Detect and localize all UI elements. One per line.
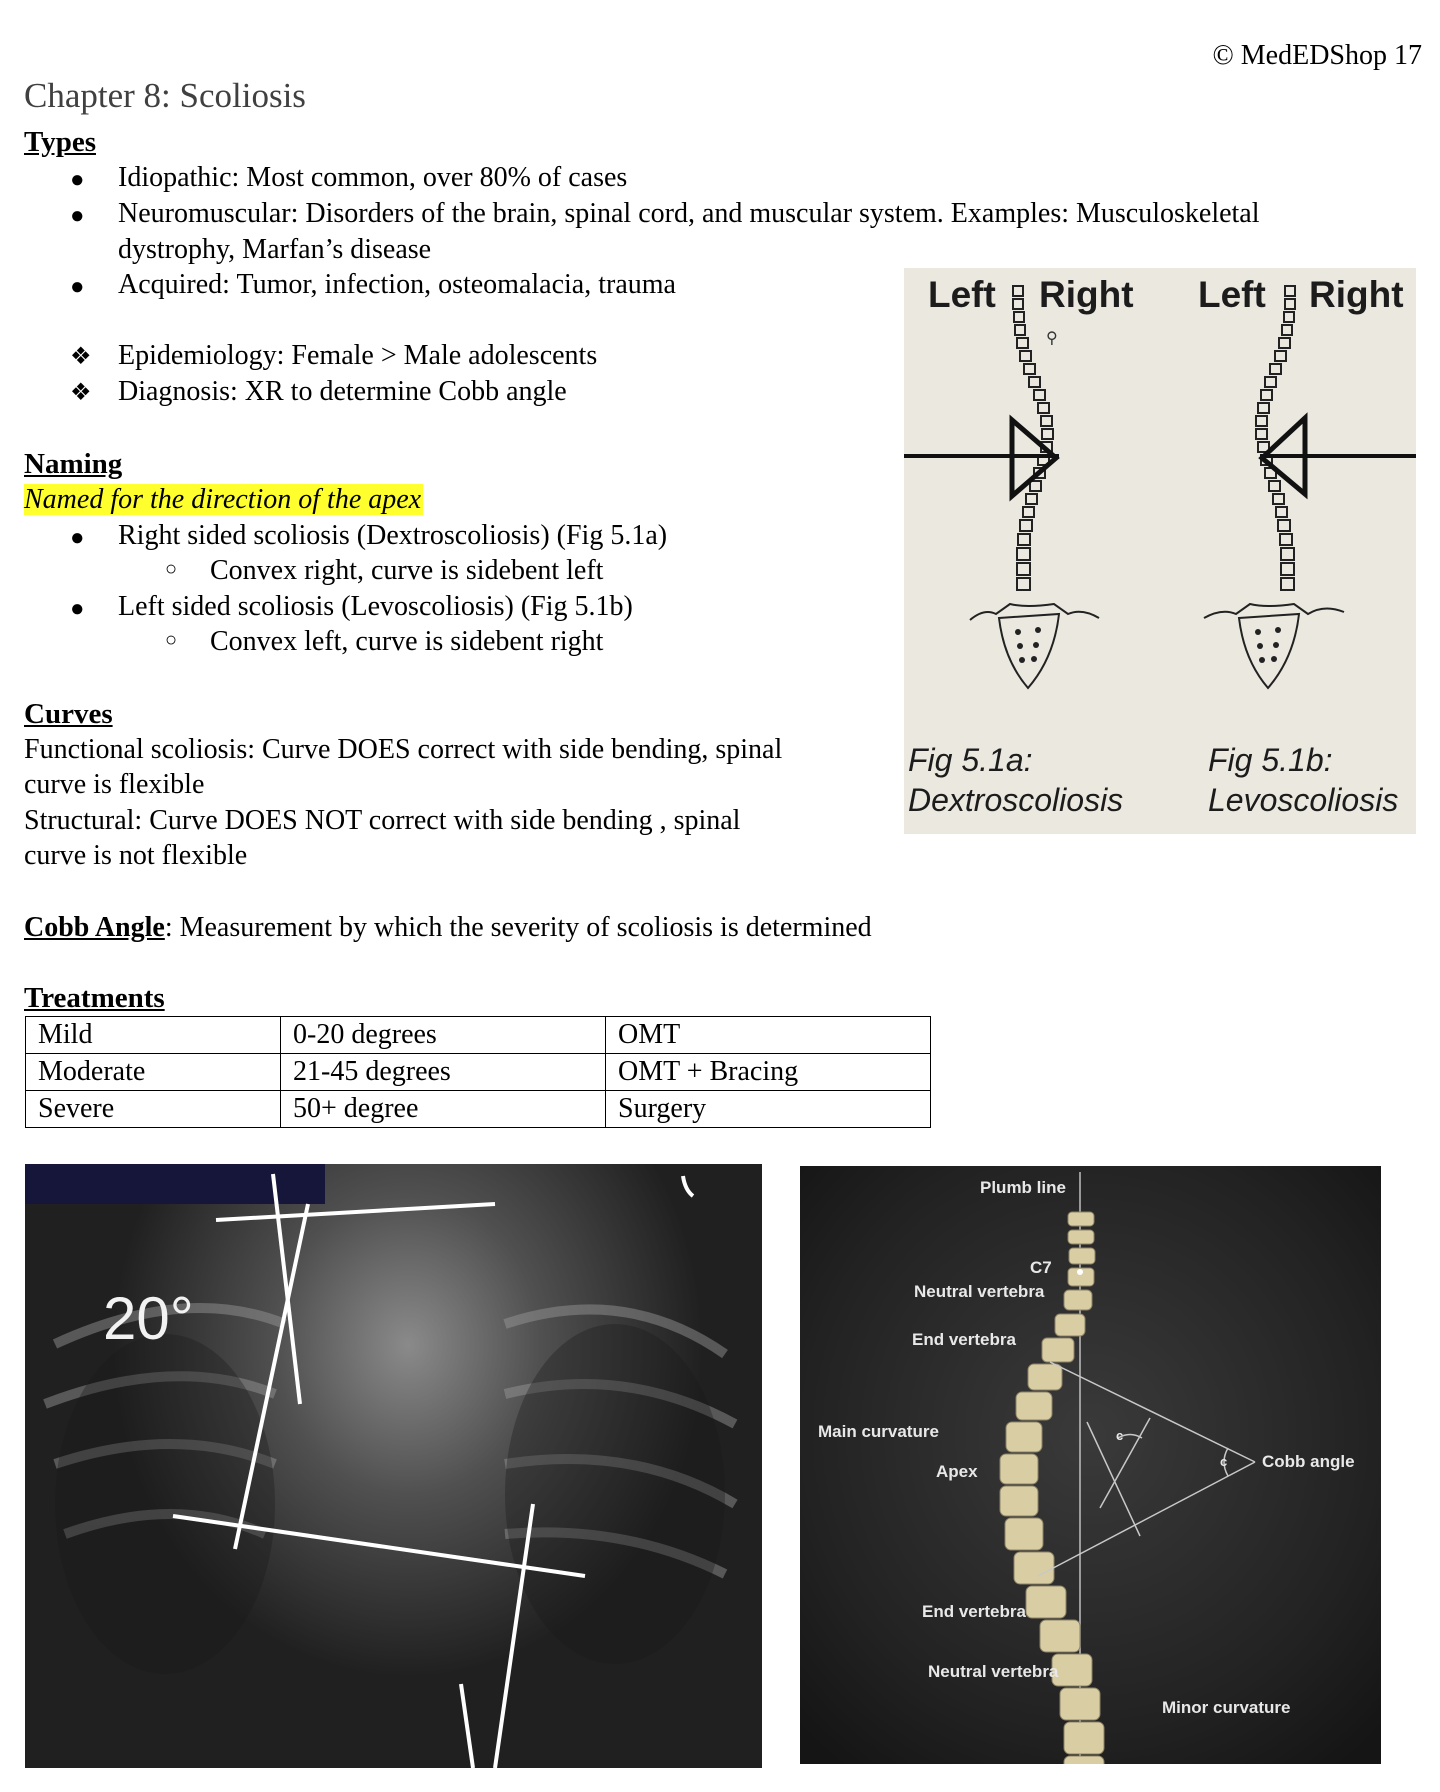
- chapter-title: Chapter 8: Scoliosis: [24, 76, 306, 115]
- types-item-neuromuscular: Neuromuscular: Disorders of the brain, spinal cord, and muscular system. Examples: Musculoskeletal: [118, 198, 1260, 229]
- zoom-out-icon: ⚲: [1046, 330, 1058, 347]
- table-cell: OMT: [606, 1017, 931, 1054]
- xray-image: [25, 1164, 762, 1768]
- curves-heading: Curves: [24, 698, 113, 730]
- naming-item-right: Right sided scoliosis (Dextroscoliosis) (Fig 5.1a): [118, 520, 668, 551]
- copyright: © MedEDShop 17: [1212, 40, 1422, 71]
- spine-diagram: [800, 1166, 1381, 1764]
- bullet-icon: ●: [70, 525, 85, 551]
- figure-caption-a-line1: Fig 5.1a:: [908, 742, 1033, 778]
- diagnosis-note: Diagnosis: XR to determine Cobb angle: [118, 376, 567, 407]
- cobb-angle-definition: [24, 912, 872, 944]
- table-cell: 0-20 degrees: [281, 1017, 606, 1054]
- diamond-bullet-icon: ❖: [70, 380, 92, 406]
- table-cell: Mild: [26, 1017, 281, 1054]
- epidemiology-note: Epidemiology: Female > Male adolescents: [118, 340, 598, 371]
- sub-bullet-icon: ○: [165, 558, 178, 580]
- label-neutral-vertebra-bottom: Neutral vertebra: [928, 1662, 1059, 1681]
- table-cell: Moderate: [26, 1054, 281, 1091]
- table-cell: 21-45 degrees: [281, 1054, 606, 1091]
- cobb-angle-text: : Measurement by which the severity of scoliosis is determined: [164, 912, 872, 943]
- table-row: [26, 1091, 931, 1128]
- naming-heading: Naming: [24, 448, 123, 480]
- naming-highlight: Named for the direction of the apex: [24, 484, 422, 515]
- label-c-inner: c: [1116, 1428, 1124, 1443]
- treatments-table: [25, 1016, 931, 1128]
- cobb-angle-term: Cobb Angle: [24, 912, 165, 943]
- naming-subitem-left: Convex left, curve is sidebent right: [210, 626, 604, 657]
- label-neutral-vertebra-top: Neutral vertebra: [914, 1282, 1045, 1301]
- figure-left-label-a: Left: [928, 274, 996, 315]
- label-end-vertebra-bottom: End vertebra: [922, 1602, 1026, 1621]
- curves-structural: Structural: Curve DOES NOT correct with side bending , spinal: [24, 805, 741, 836]
- figure-caption-b-line2: Levoscoliosis: [1208, 782, 1399, 818]
- label-c-outer: c: [1220, 1454, 1228, 1469]
- table-cell: 50+ degree: [281, 1091, 606, 1128]
- figure-right-label-b: Right: [1309, 274, 1404, 315]
- label-c7: C7: [1030, 1258, 1052, 1277]
- curves-structural-cont: curve is not flexible: [24, 840, 248, 871]
- label-end-vertebra-top: End vertebra: [912, 1330, 1016, 1349]
- treatments-heading: Treatments: [24, 982, 165, 1014]
- table-row: [26, 1017, 931, 1054]
- label-plumb-line: Plumb line: [980, 1178, 1066, 1197]
- bullet-icon: ●: [70, 167, 85, 193]
- bullet-icon: ●: [70, 203, 85, 229]
- label-apex: Apex: [936, 1462, 978, 1481]
- naming-subitem-right: Convex right, curve is sidebent left: [210, 555, 604, 586]
- types-heading: Types: [24, 126, 96, 158]
- types-item-acquired: Acquired: Tumor, infection, osteomalacia, trauma: [118, 269, 676, 300]
- xray-drawing: [25, 1164, 762, 1768]
- figure-5-1: [904, 268, 1416, 834]
- xray-angle-label: 20°: [103, 1285, 194, 1352]
- label-main-curvature: Main curvature: [818, 1422, 939, 1441]
- bullet-icon: ●: [70, 274, 85, 300]
- sub-bullet-icon: ○: [165, 629, 178, 651]
- types-item-idiopathic: Idiopathic: Most common, over 80% of cases: [118, 162, 628, 193]
- figure-caption-a-line2: Dextroscoliosis: [908, 782, 1124, 818]
- table-cell: Severe: [26, 1091, 281, 1128]
- curves-functional-cont: curve is flexible: [24, 769, 205, 800]
- figure-left-label-b: Left: [1198, 274, 1266, 315]
- figure-right-label-a: Right: [1039, 274, 1134, 315]
- bullet-icon: ●: [70, 596, 85, 622]
- label-cobb-angle: Cobb angle: [1262, 1452, 1355, 1471]
- types-item-neuromuscular-cont: dystrophy, Marfan’s disease: [118, 234, 432, 265]
- label-minor-curvature: Minor curvature: [1162, 1698, 1291, 1717]
- table-cell: Surgery: [606, 1091, 931, 1128]
- table-row: [26, 1054, 931, 1091]
- naming-item-left: Left sided scoliosis (Levoscoliosis) (Fig 5.1b): [118, 591, 633, 622]
- curves-functional: Functional scoliosis: Curve DOES correct with side bending, spinal: [24, 734, 783, 765]
- diamond-bullet-icon: ❖: [70, 344, 92, 370]
- figure-caption-b-line1: Fig 5.1b:: [1208, 742, 1333, 778]
- table-cell: OMT + Bracing: [606, 1054, 931, 1091]
